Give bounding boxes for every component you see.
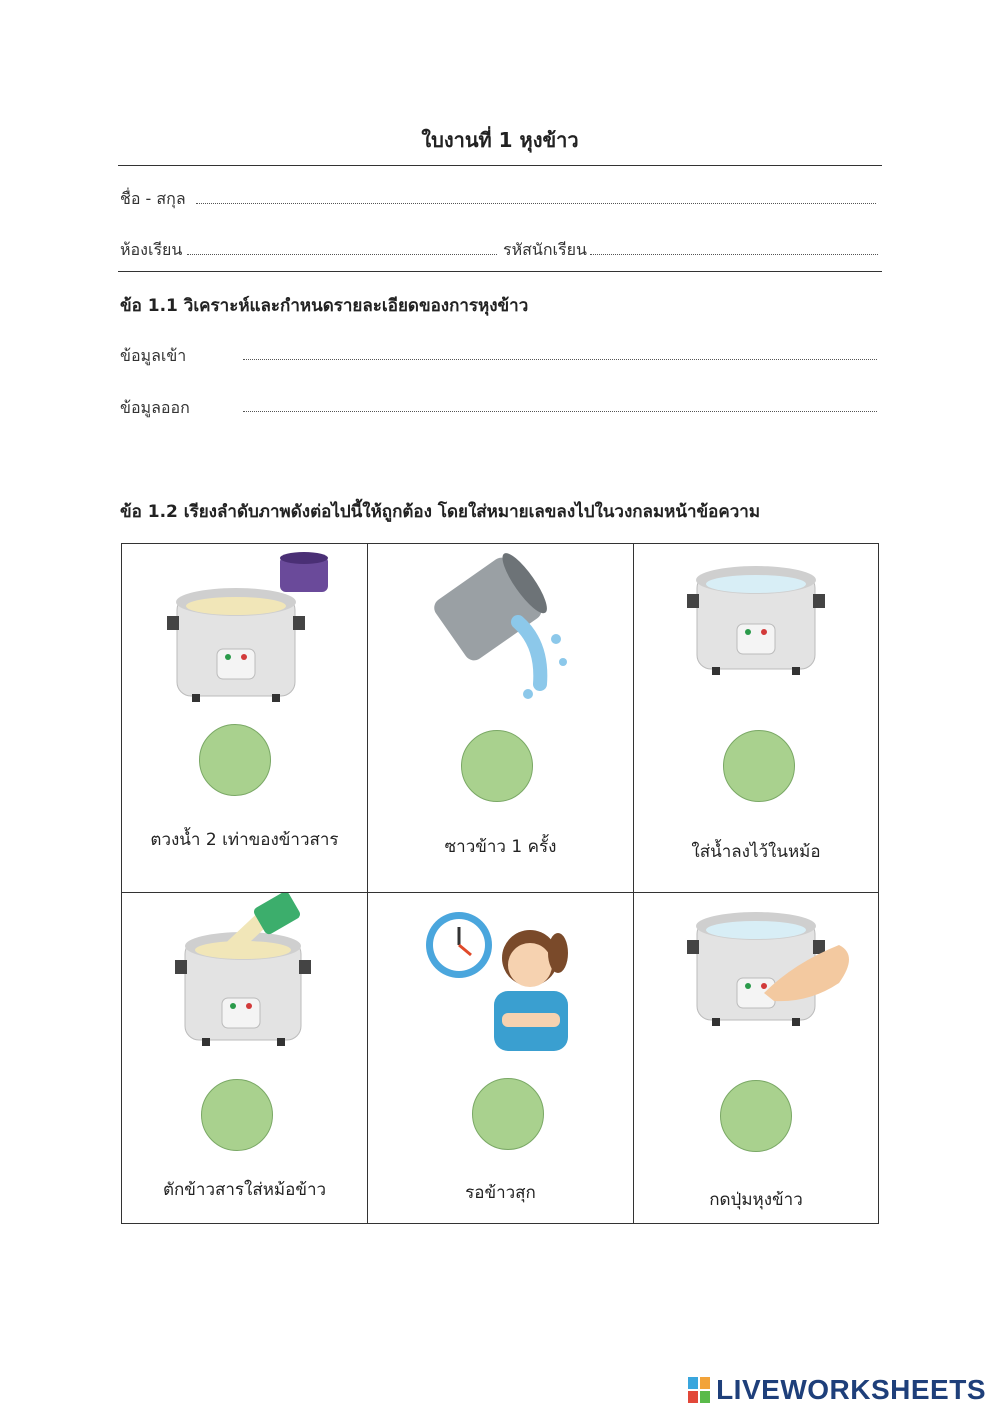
student-id-answer-line[interactable]	[590, 254, 878, 255]
sequence-cell-6	[634, 893, 878, 1223]
press-cook-button-icon	[634, 893, 878, 1223]
order-circle-1[interactable]	[199, 724, 271, 796]
worksheet-title: ใบงานที่ 1 หุงข้าว	[421, 128, 579, 152]
title-divider	[118, 165, 882, 166]
caption-2: ซาวข้าว 1 ครั้ง	[444, 837, 557, 857]
input-answer-line[interactable]	[243, 359, 877, 360]
live-badge-icon	[688, 1377, 710, 1403]
caption-6: กดปุ่มหุงข้าว	[709, 1190, 803, 1210]
order-circle-2[interactable]	[461, 730, 533, 802]
sequence-cell-1	[122, 544, 367, 892]
clock-and-girl-icon	[368, 893, 633, 1223]
section1-heading: ข้อ 1.1 วิเคราะห์และกำหนดรายละเอียดของการหุงข้าว	[120, 296, 529, 316]
scooping-rice-icon	[122, 893, 367, 1223]
name-label: ชื่อ - สกุล	[120, 189, 186, 208]
liveworksheets-logo	[688, 1374, 986, 1406]
input-label: ข้อมูลเข้า	[120, 346, 187, 365]
student-id-label: รหัสนักเรียน	[503, 240, 587, 259]
order-circle-4[interactable]	[201, 1079, 273, 1151]
sequence-cell-5	[368, 893, 633, 1223]
class-answer-line[interactable]	[187, 254, 497, 255]
sequence-cell-4	[122, 893, 367, 1223]
order-circle-6[interactable]	[720, 1080, 792, 1152]
order-circle-3[interactable]	[723, 730, 795, 802]
caption-3: ใส่น้ำลงไว้ในหม้อ	[691, 842, 821, 862]
class-label: ห้องเรียน	[120, 240, 183, 259]
order-circle-5[interactable]	[472, 1078, 544, 1150]
caption-4: ตักข้าวสารใส่หม้อข้าว	[162, 1180, 327, 1200]
sequence-grid	[121, 543, 879, 1224]
output-label: ข้อมูลออก	[120, 398, 190, 417]
section2-heading: ข้อ 1.2 เรียงลำดับภาพดังต่อไปนี้ให้ถูกต้อง โดยใส่หมายเลขลงไปในวงกลมหน้าข้อความ	[120, 502, 761, 522]
caption-1: ตวงน้ำ 2 เท่าของข้าวสาร	[150, 830, 339, 850]
caption-5: รอข้าวสุก	[465, 1183, 536, 1203]
sequence-cell-2	[368, 544, 633, 892]
name-answer-line[interactable]	[196, 203, 876, 204]
header-divider	[118, 271, 882, 272]
output-answer-line[interactable]	[243, 411, 877, 412]
sequence-cell-3	[634, 544, 878, 892]
brand-name: LIVEWORKSHEETS	[716, 1374, 986, 1405]
